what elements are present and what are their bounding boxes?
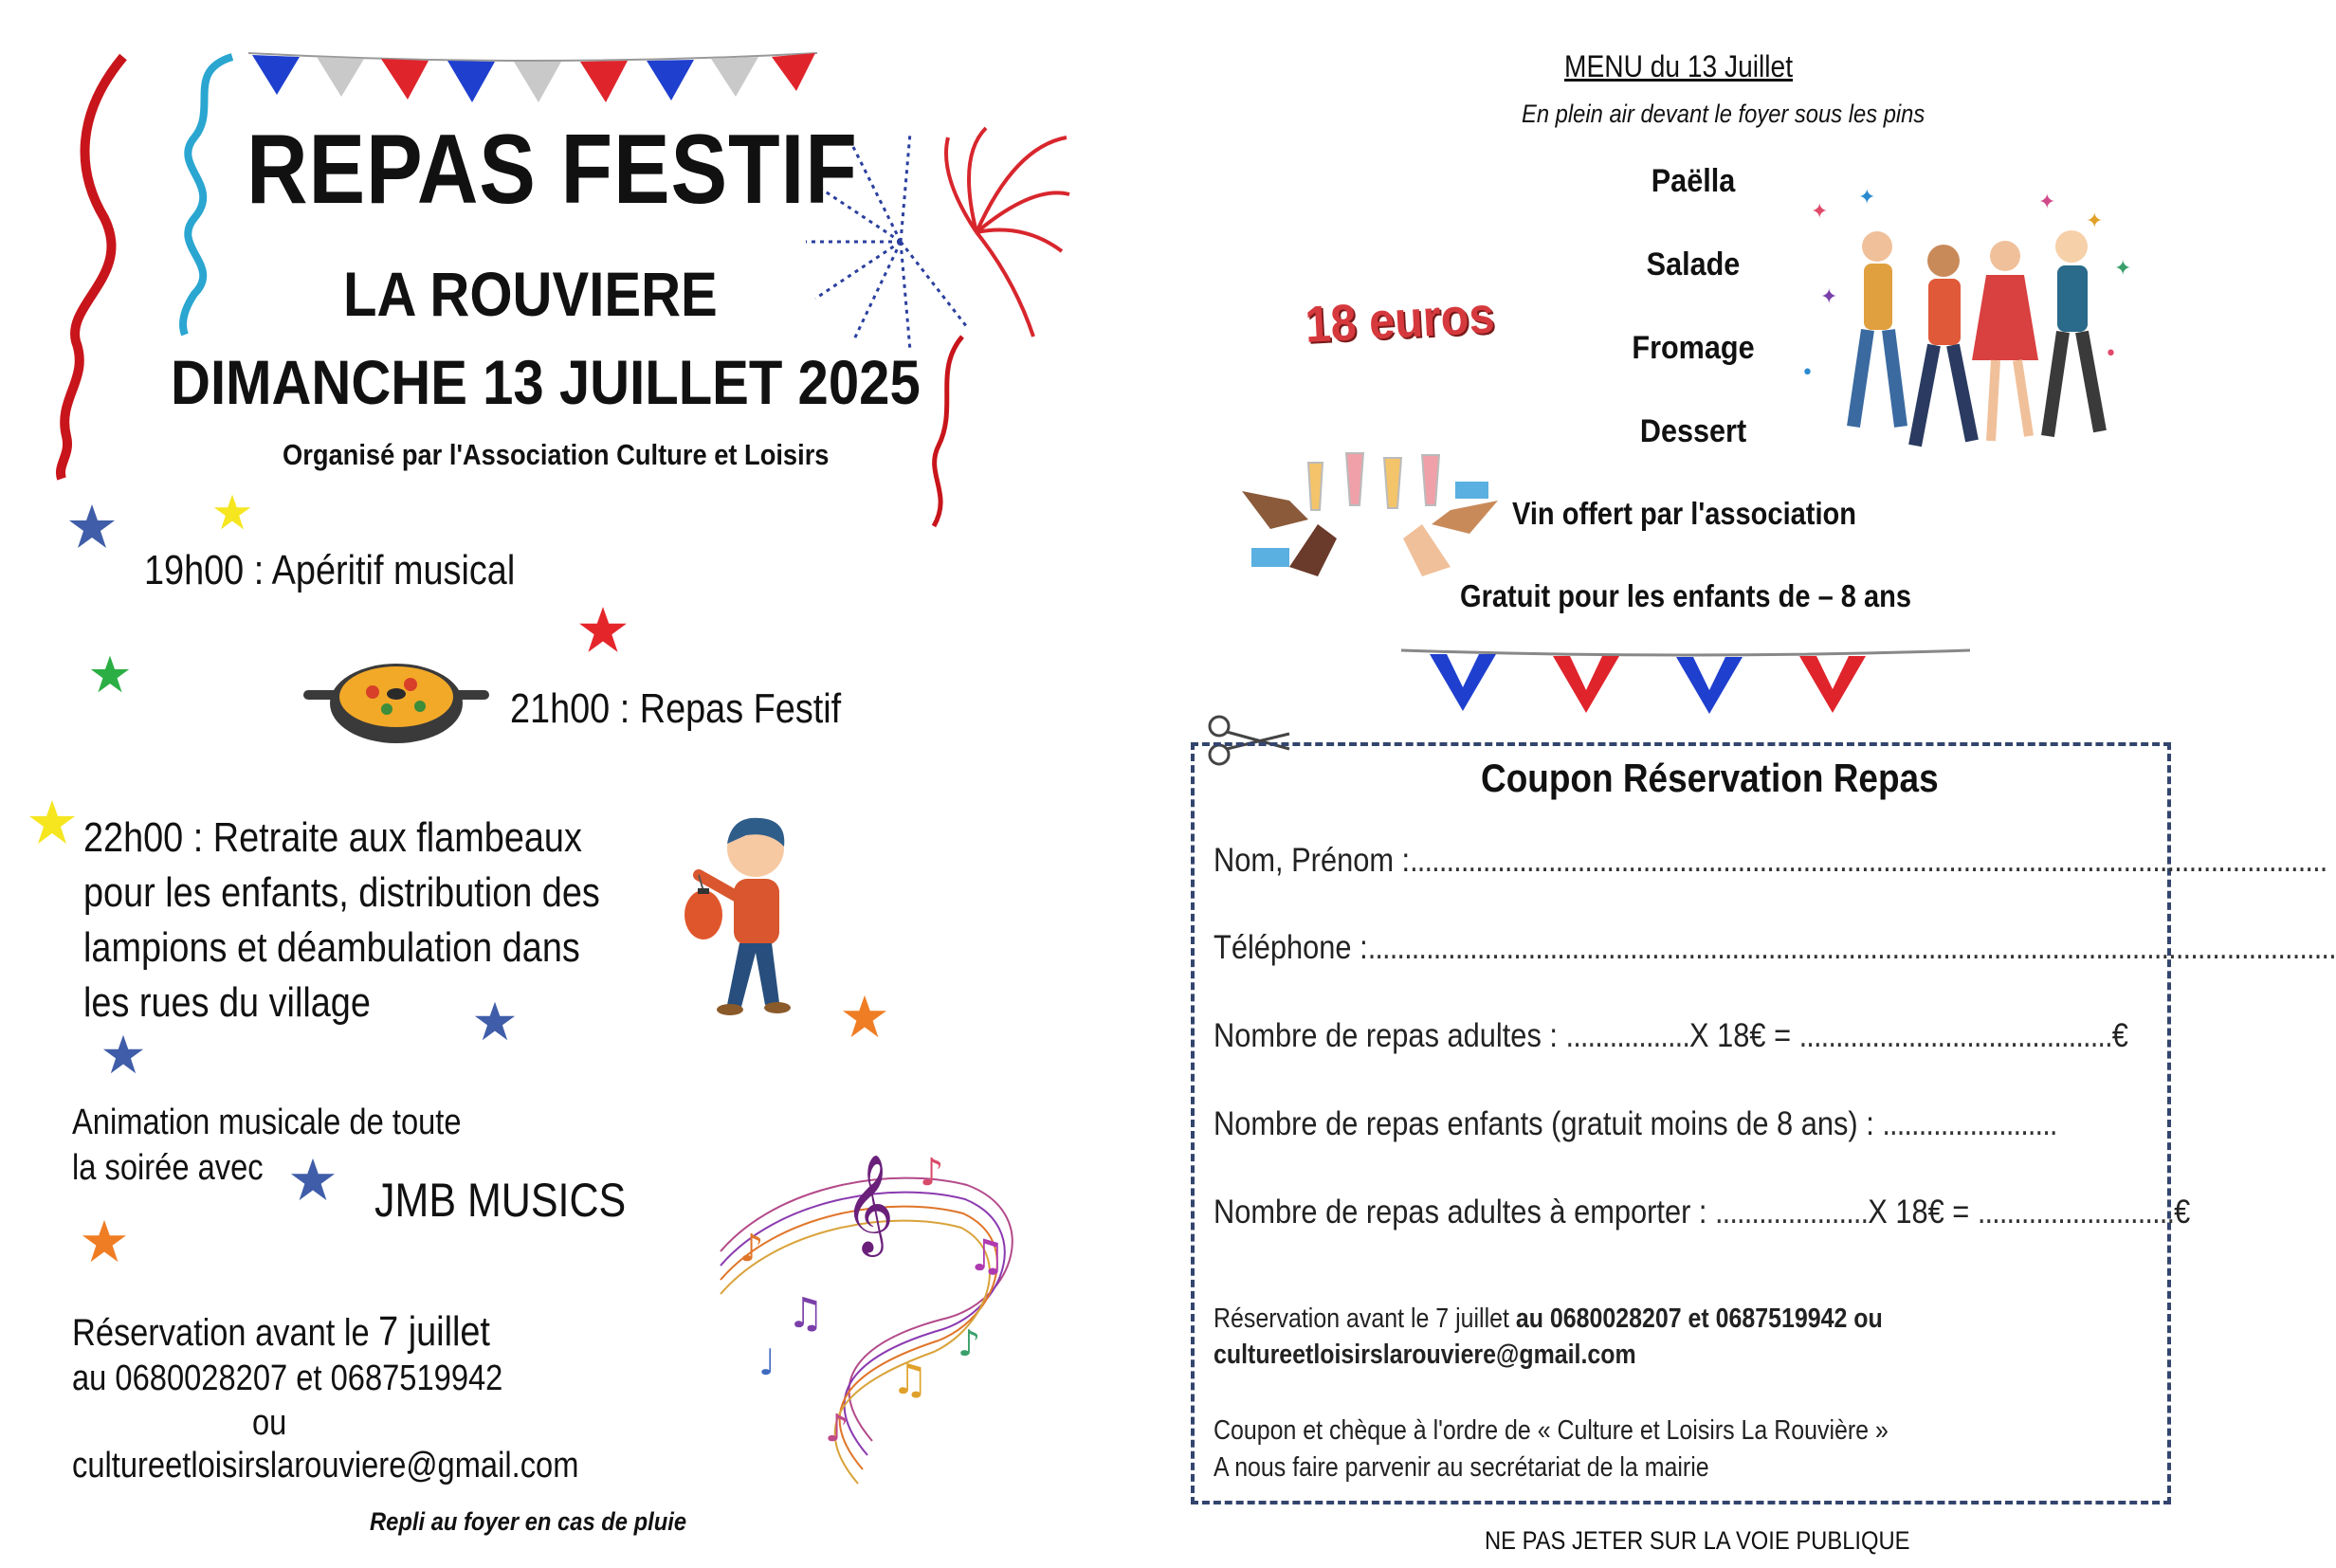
retreat-line: 22h00 : Retraite aux flambeaux	[83, 814, 582, 861]
star-icon	[28, 798, 76, 846]
star-icon	[842, 994, 887, 1039]
svg-text:✦: ✦	[1820, 285, 1838, 309]
free-kids: Gratuit pour les enfants de – 8 ans	[1460, 578, 1912, 613]
cheers-glasses-illustration	[1232, 444, 1507, 586]
reservation-deadline: Réservation avant le 7 juillet	[72, 1308, 490, 1355]
wine-offered: Vin offert par l'association	[1512, 496, 1856, 531]
svg-text:✦: ✦	[2114, 257, 2132, 281]
star-icon	[578, 605, 628, 654]
svg-text:♪: ♪	[739, 1227, 764, 1270]
name-field[interactable]: Nom, Prénom :..............................................................................................................................	[1214, 842, 2327, 879]
svg-text:✦: ✦	[2086, 210, 2104, 233]
reservation-email: cultureetloisirslarouviere@gmail.com	[72, 1446, 579, 1486]
retreat-line: lampions et déambulation dans	[83, 924, 580, 971]
music-notes-illustration	[702, 1128, 1052, 1507]
svg-text:♩: ♩	[758, 1341, 776, 1383]
svg-text:✦: ✦	[1811, 200, 1829, 224]
coupon-email: cultureetloisirslarouviere@gmail.com	[1214, 1340, 1636, 1370]
phone-field[interactable]: Téléphone :.....................................................................................................................................	[1214, 929, 2336, 966]
svg-text:✦: ✦	[1858, 186, 1876, 210]
right-streamer-decoration	[915, 332, 972, 531]
child-lantern-illustration	[675, 811, 817, 1029]
footer-notice: NE PAS JETER SUR LA VOIE PUBLIQUE	[1485, 1526, 1910, 1555]
menu-item: Salade	[1646, 246, 1741, 283]
dancers-illustration	[1801, 186, 2133, 474]
svg-text:♫: ♫	[891, 1356, 929, 1404]
retreat-line: les rues du village	[83, 979, 371, 1026]
animation-line: Animation musicale de toute	[72, 1103, 462, 1142]
animation-line: la soirée avec	[72, 1148, 264, 1188]
star-icon	[82, 1218, 127, 1264]
paella-pan-icon	[301, 654, 491, 749]
star-icon	[102, 1033, 144, 1075]
star-icon	[213, 493, 251, 531]
retreat-line: pour les enfants, distribution des	[83, 869, 600, 916]
event-date: DIMANCHE 13 JUILLET 2025	[171, 347, 921, 417]
menu-item: Dessert	[1639, 413, 1747, 449]
takeaway-count-field[interactable]: Nombre de repas adultes à emporter : .....................X 18€ = ...........................€	[1214, 1194, 2191, 1231]
menu-subtitle: En plein air devant le foyer sous les pins	[1522, 100, 1925, 128]
adults-count-field[interactable]: Nombre de repas adultes : .................X 18€ = ...........................................€	[1214, 1017, 2128, 1054]
star-icon	[68, 502, 116, 550]
program-aperitif: 19h00 : Apéritif musical	[144, 547, 516, 593]
menu-item: Fromage	[1632, 330, 1755, 366]
menu-item: Paëlla	[1651, 163, 1736, 199]
program-repas: 21h00 : Repas Festif	[510, 685, 842, 732]
svg-text:♫: ♫	[787, 1289, 825, 1338]
svg-text:♪: ♪	[825, 1407, 849, 1450]
svg-text:✦: ✦	[2038, 191, 2056, 214]
red-streamer-decoration	[38, 57, 133, 483]
svg-text:♪: ♪	[958, 1322, 981, 1364]
delivery-instruction: A nous faire parvenir au secrétariat de la mairie	[1214, 1452, 1709, 1483]
event-organizer: Organisé par l'Association Culture et Loisirs	[283, 438, 830, 471]
price: 18 euros	[1304, 286, 1496, 354]
coupon-reservation-info: Réservation avant le 7 juillet au 0680028207 et 0687519942 ou	[1214, 1304, 1883, 1334]
kids-count-field[interactable]: Nombre de repas enfants (gratuit moins de 8 ans) : ........................	[1214, 1105, 2057, 1142]
svg-text:•: •	[1801, 361, 1814, 385]
event-title: REPAS FESTIF	[246, 115, 858, 225]
svg-text:𝄞: 𝄞	[844, 1154, 895, 1253]
bunting-decoration	[248, 47, 817, 114]
blue-streamer-decoration	[166, 52, 242, 337]
french-bunting-decoration	[1401, 645, 1970, 720]
program-retreat	[83, 811, 600, 1030]
reservation-phones: au 0680028207 et 0687519942	[72, 1358, 503, 1398]
svg-text:♪: ♪	[920, 1151, 944, 1194]
svg-text:♫: ♫	[967, 1230, 1007, 1281]
coupon-title: Coupon Réservation Repas	[1481, 756, 1939, 800]
event-place: LA ROUVIERE	[343, 259, 718, 329]
svg-text:•: •	[2105, 342, 2117, 366]
star-icon	[90, 654, 130, 694]
rain-note: Repli au foyer en cas de pluie	[370, 1507, 687, 1536]
band-name: JMB MUSICS	[374, 1174, 627, 1227]
menu-title: MENU du 13 Juillet	[1564, 49, 1794, 83]
cheque-instruction: Coupon et chèque à l'ordre de « Culture et Loisirs La Rouvière »	[1214, 1415, 1889, 1446]
reservation-or: ou	[252, 1403, 287, 1443]
